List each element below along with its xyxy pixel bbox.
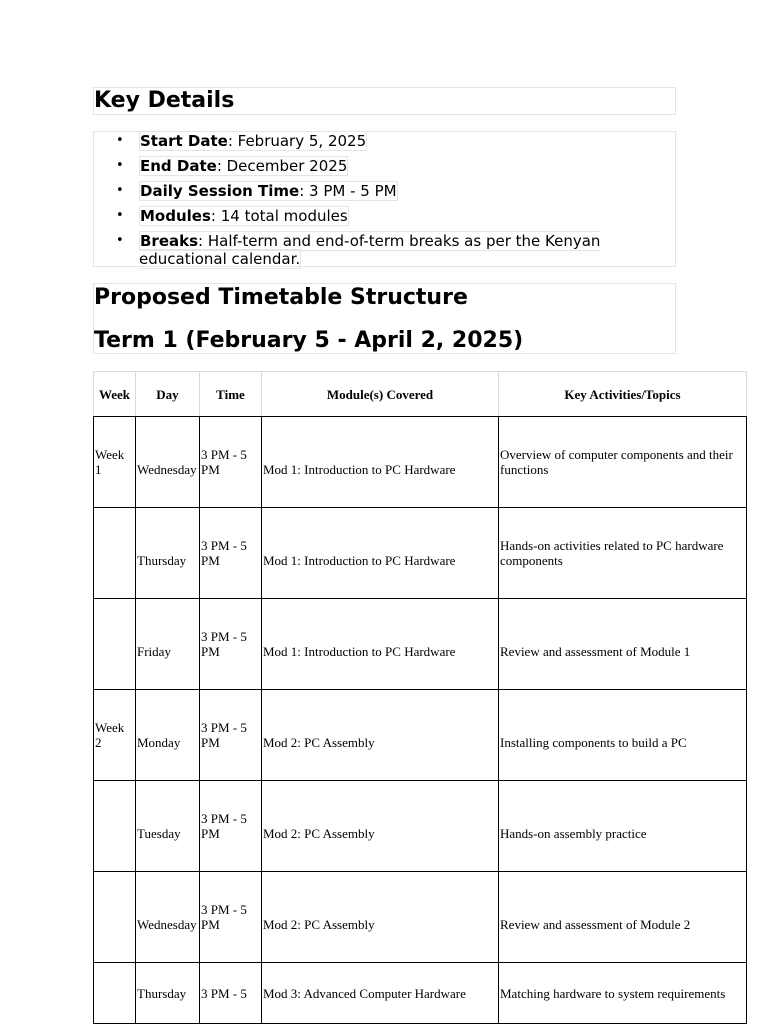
table-row — [94, 963, 747, 1024]
key-detail-item-end-date — [94, 157, 675, 175]
column-header-week: Week — [94, 372, 136, 417]
key-details-list-container — [93, 131, 676, 267]
table-row — [94, 508, 747, 599]
bullet-icon: • — [116, 158, 124, 173]
module-cell: Mod 2: PC Assembly — [262, 781, 499, 872]
day-cell: Monday — [136, 690, 200, 781]
timetable-heading: Proposed Timetable Structure — [94, 285, 468, 310]
key-detail-value: : December 2025 — [216, 157, 348, 175]
key-detail-value: : February 5, 2025 — [227, 132, 367, 150]
table-row — [94, 417, 747, 508]
key-details-section-heading — [93, 87, 676, 115]
week-cell: Week 2 — [94, 690, 136, 781]
table-row — [94, 599, 747, 690]
module-cell: Mod 2: PC Assembly — [262, 872, 499, 963]
column-header-activities: Key Activities/Topics — [499, 372, 747, 417]
activity-cell: Hands-on activities related to PC hardware components — [499, 508, 747, 599]
week-cell — [94, 508, 136, 599]
key-detail-item-modules — [94, 207, 675, 225]
bullet-icon: • — [116, 208, 124, 223]
time-cell: 3 PM - 5 PM — [200, 508, 262, 599]
key-detail-label: Start Date — [140, 132, 228, 150]
column-header-day: Day — [136, 372, 200, 417]
week-cell — [94, 599, 136, 690]
key-detail-value: : 3 PM - 5 PM — [299, 182, 397, 200]
day-cell: Friday — [136, 599, 200, 690]
activity-cell: Review and assessment of Module 2 — [499, 872, 747, 963]
column-header-time: Time — [200, 372, 262, 417]
time-cell: 3 PM - 5 PM — [200, 599, 262, 690]
table-row — [94, 690, 747, 781]
module-cell: Mod 1: Introduction to PC Hardware — [262, 508, 499, 599]
time-cell: 3 PM - 5 PM — [200, 417, 262, 508]
module-cell: Mod 1: Introduction to PC Hardware — [262, 599, 499, 690]
table-row — [94, 872, 747, 963]
bullet-icon: • — [116, 183, 124, 198]
time-cell: 3 PM - 5 PM — [200, 781, 262, 872]
column-header-module: Module(s) Covered — [262, 372, 499, 417]
day-cell: Wednesday — [136, 417, 200, 508]
key-detail-label: Breaks — [140, 232, 199, 250]
module-cell: Mod 1: Introduction to PC Hardware — [262, 417, 499, 508]
term-heading: Term 1 (February 5 - April 2, 2025) — [94, 328, 524, 353]
key-detail-item-breaks — [94, 232, 675, 268]
time-cell: 3 PM - 5 PM — [200, 872, 262, 963]
bullet-icon: • — [116, 233, 124, 248]
table-header-row — [94, 372, 747, 417]
activity-cell: Review and assessment of Module 1 — [499, 599, 747, 690]
week-cell: Week 1 — [94, 417, 136, 508]
key-details-heading: Key Details — [94, 88, 235, 113]
week-cell — [94, 781, 136, 872]
activity-cell: Matching hardware to system requirements — [499, 963, 747, 1024]
day-cell: Wednesday — [136, 872, 200, 963]
activity-cell: Hands-on assembly practice — [499, 781, 747, 872]
day-cell: Thursday — [136, 508, 200, 599]
key-detail-label: Modules — [140, 207, 211, 225]
module-cell: Mod 3: Advanced Computer Hardware — [262, 963, 499, 1024]
day-cell: Thursday — [136, 963, 200, 1024]
key-detail-item-session-time — [94, 182, 675, 200]
key-detail-label: Daily Session Time — [140, 182, 300, 200]
timetable-heading-container — [93, 283, 676, 354]
time-cell: 3 PM - 5 — [200, 963, 262, 1024]
bullet-icon: • — [116, 133, 124, 148]
key-detail-value: : Half-term and end-of-term breaks as per the Kenyan educational calendar. — [139, 232, 601, 268]
key-detail-label: End Date — [140, 157, 217, 175]
module-cell: Mod 2: PC Assembly — [262, 690, 499, 781]
week-cell — [94, 963, 136, 1024]
table-row — [94, 781, 747, 872]
key-detail-value: : 14 total modules — [210, 207, 348, 225]
timetable-table — [93, 371, 747, 1024]
key-detail-item-start-date — [94, 132, 675, 150]
time-cell: 3 PM - 5 PM — [200, 690, 262, 781]
key-details-list — [94, 132, 675, 268]
day-cell: Tuesday — [136, 781, 200, 872]
week-cell — [94, 872, 136, 963]
activity-cell: Overview of computer components and their functions — [499, 417, 747, 508]
activity-cell: Installing components to build a PC — [499, 690, 747, 781]
